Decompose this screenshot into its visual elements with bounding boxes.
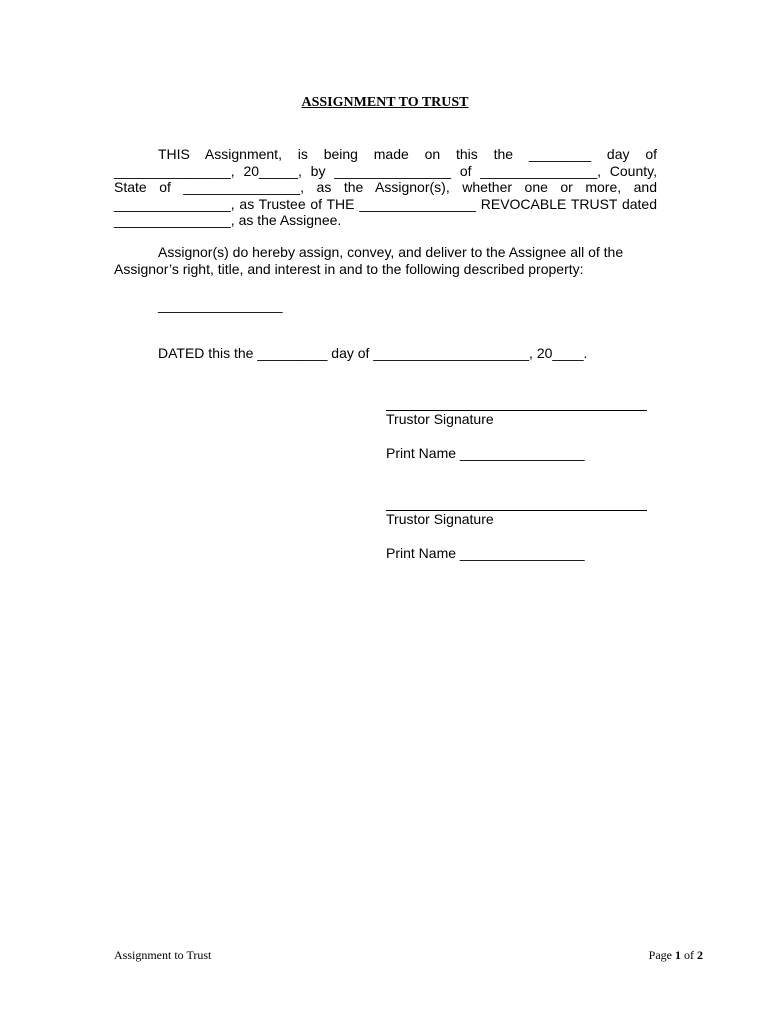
page-prefix: Page xyxy=(648,948,675,962)
footer-document-name: Assignment to Trust xyxy=(114,948,212,962)
footer-page-number xyxy=(649,948,703,963)
page-of: of xyxy=(681,948,697,962)
print-name-line-2: Print Name ________________ xyxy=(386,545,585,561)
property-description-blank: ________________ xyxy=(158,297,283,313)
trustor-signature-label-2: Trustor Signature xyxy=(386,511,494,527)
print-name-line-1: Print Name ________________ xyxy=(386,445,585,461)
document-title: ASSIGNMENT TO TRUST xyxy=(301,95,469,110)
assignment-paragraph: THIS Assignment, is being made on this the ________ day of _______________, 20_____, by _______________ of _______________, County, State of _______________, as the Assignor(s), whether one or more, and _______________, as Trustee of THE _______________ REVOCABLE TRUST dated _______________, as the Assignee. xyxy=(114,146,657,229)
page-total: 2 xyxy=(697,948,703,962)
dated-line: DATED this the _________ day of ____________________, 20____. xyxy=(158,345,588,361)
trustor-signature-label-1: Trustor Signature xyxy=(386,411,494,427)
conveyance-paragraph: Assignor(s) do hereby assign, convey, and deliver to the Assignee all of the Assignor’s right, title, and interest in and to the following described property: xyxy=(114,244,624,277)
page-current: 1 xyxy=(675,948,681,962)
